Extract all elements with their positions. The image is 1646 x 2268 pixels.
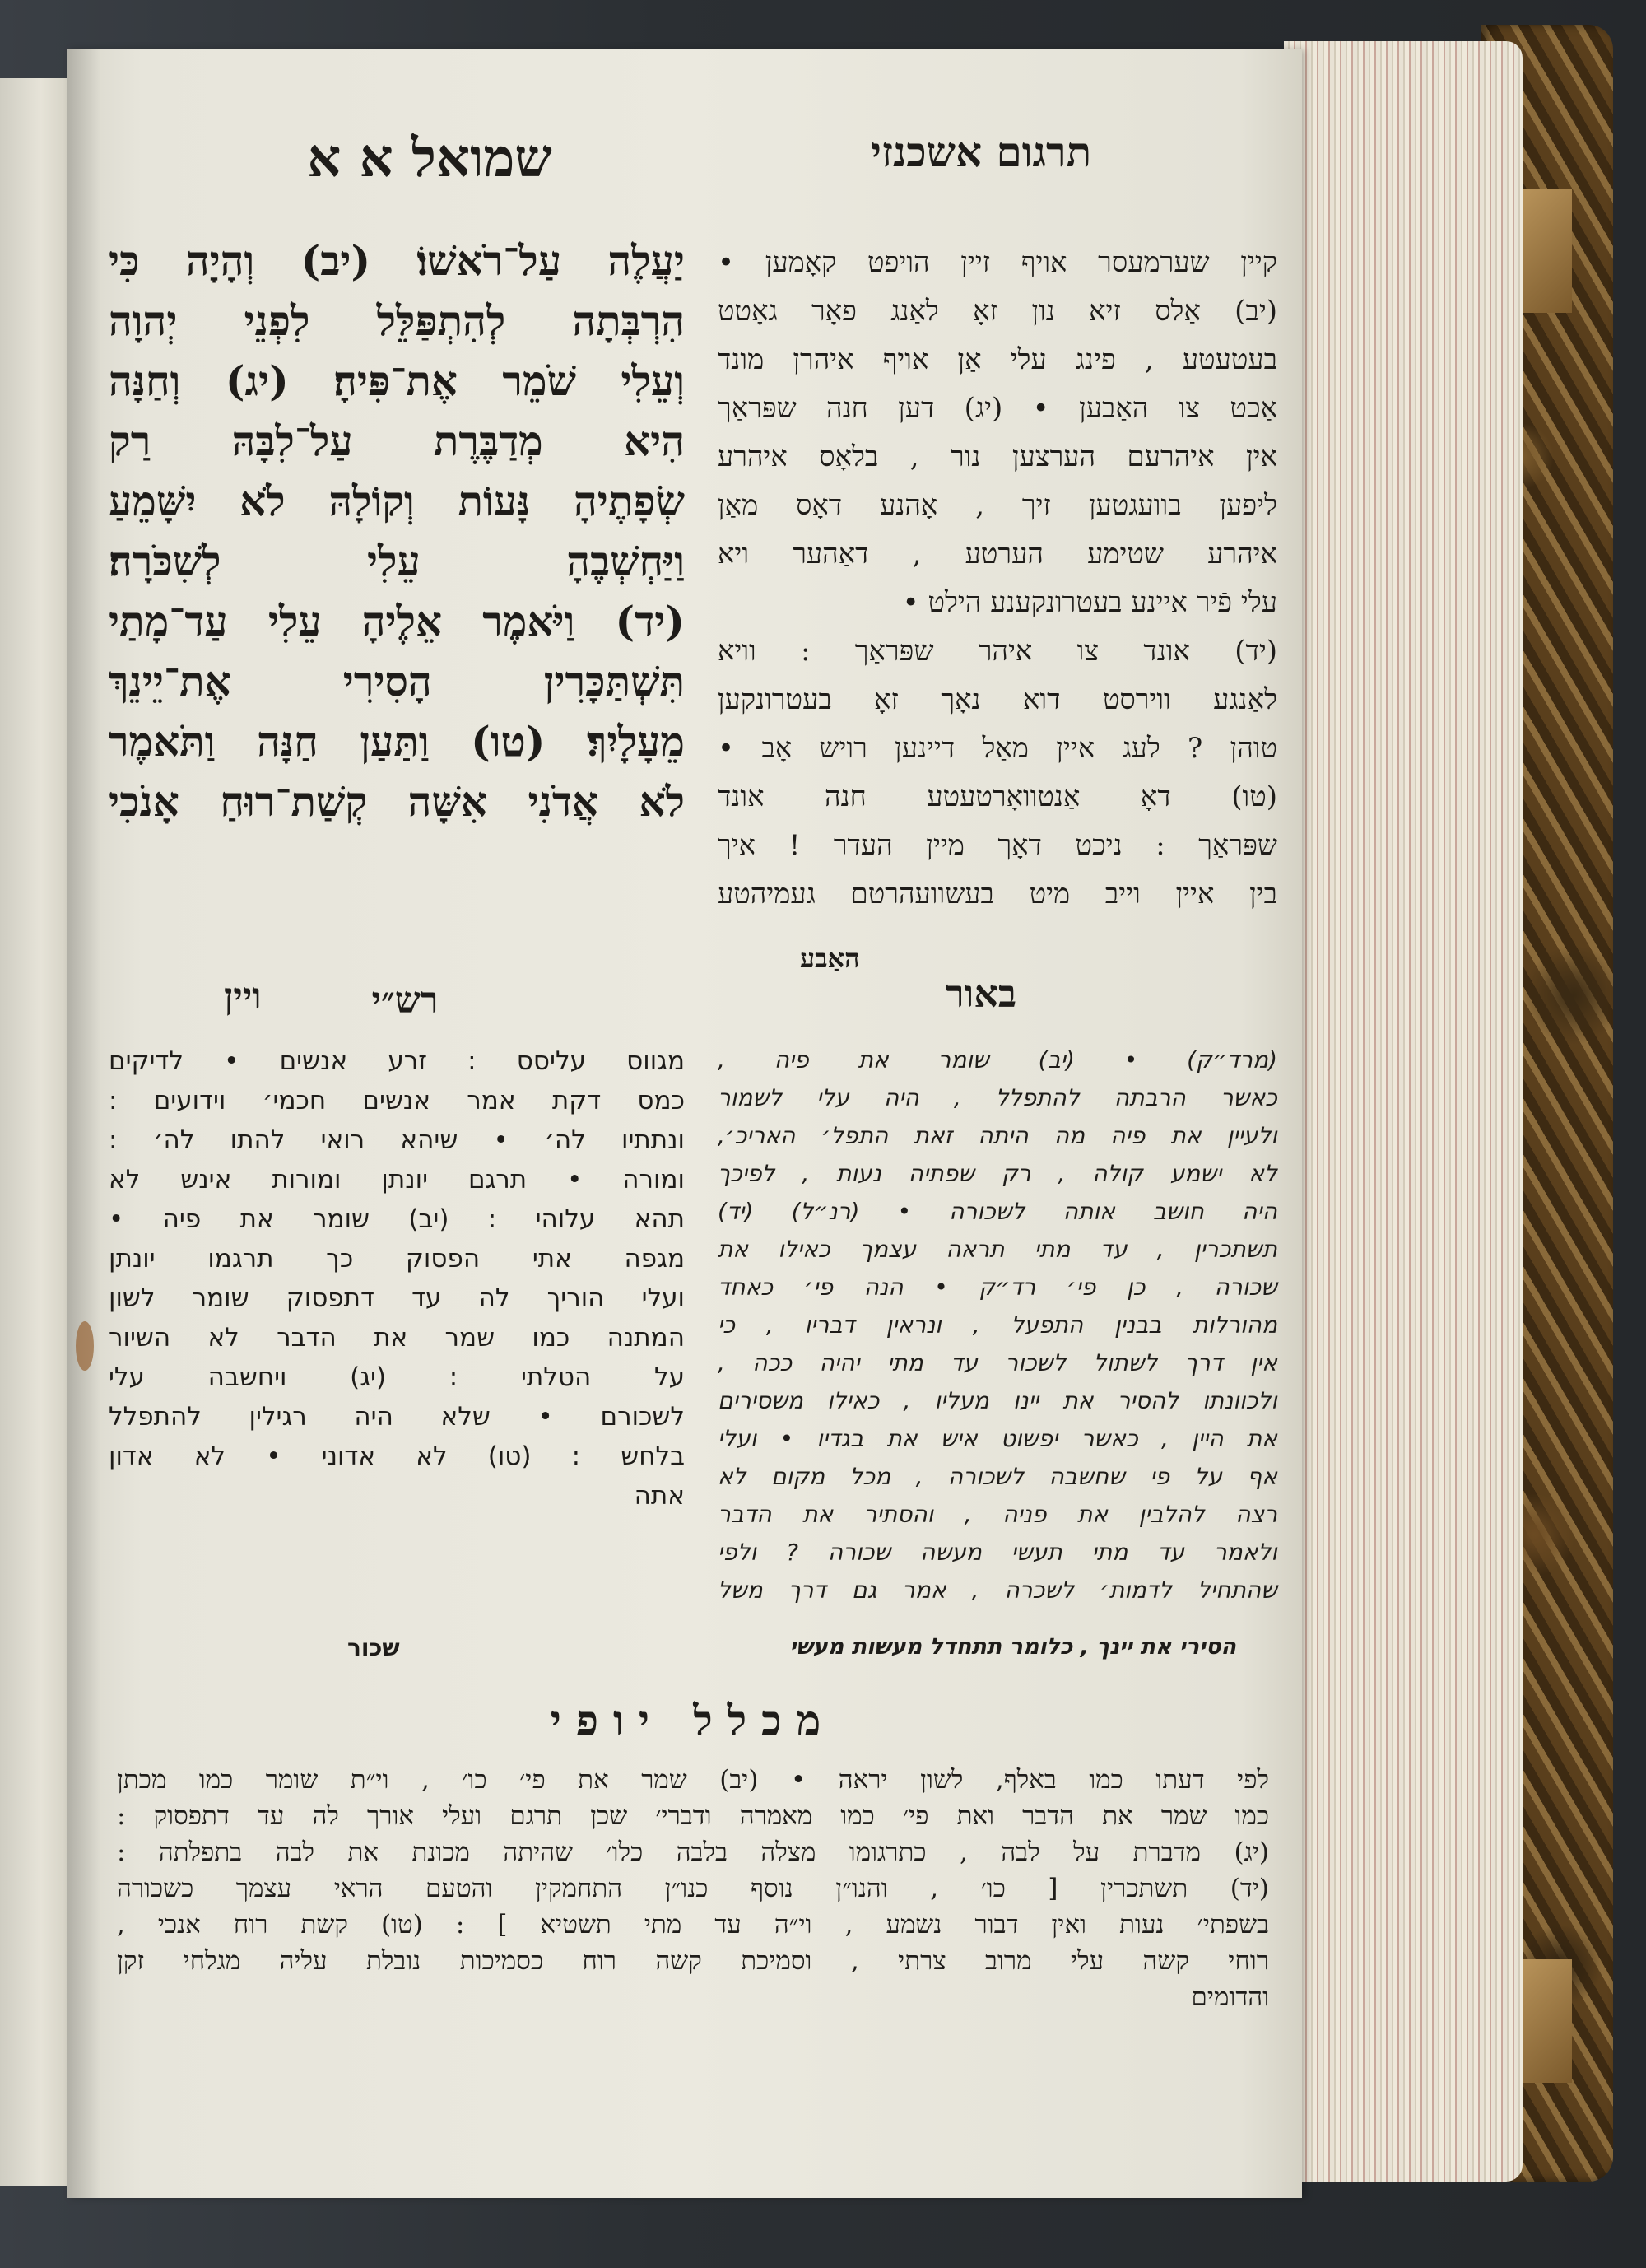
hebrew-line: וַיַּחְשְׁבֶהָ עֵלִי לְשִׁכֹּרָה׃ xyxy=(109,537,685,585)
yiddish-line: ליפען בוועגטען זיך , אָהנע דאָס מאַן xyxy=(718,489,1277,522)
rashi-line: על הטלתי : (יג) ויחשבה עלי xyxy=(109,1362,685,1392)
hebrew-line: (יד) וַיֹּאמֶר אֵלֶיהָ עֵלִי עַד־מָתַי xyxy=(109,597,685,645)
translation-header-title: תרגום אשכנזי xyxy=(870,128,1092,176)
rashi-line: ועלי הוריך לה עד דתפסוק שומר לשון xyxy=(109,1283,685,1313)
yiddish-line: בעטעטע , פינג עלי אַן אויף איהרן מונד xyxy=(718,343,1277,376)
yiddish-catchword: האַבע xyxy=(800,943,860,974)
hebrew-catchword: ויין xyxy=(224,976,262,1018)
cover-corner-bottom xyxy=(1523,1959,1572,2083)
hebrew-line: לֹא אֲדֹנִי אִשָּׁה קְשַׁת־רוּחַ אָנֹכִי xyxy=(109,777,685,826)
michlol-line: רוחי קשה עלי מרוב צרתי , וסמיכת קשה רוח כסמיכות נובלת עליה מגלחי זקן xyxy=(117,1946,1269,1976)
biur-line: לא ישמע קולה , רק שפתיה נעות , לפיכך xyxy=(718,1160,1277,1187)
yiddish-line: לאַנגע ווירסט דוא נאָך זאָ בעטרונקען xyxy=(718,683,1277,716)
biur-line: שהתחיל לדמות׳ לשכרה , אמר גם דרך משל xyxy=(718,1576,1277,1604)
hebrew-line: וְעֵלִי שֹׁמֵר אֶת־פִּיהָ׃ (יג) וְחַנָּה xyxy=(109,356,685,405)
biur-line: ולכוונתו להסיר את יינו מעליו , כאילו משסירים xyxy=(718,1387,1277,1414)
yiddish-line: שפּראַך : ניכט דאָך מיין העדר ! איך xyxy=(718,829,1277,862)
rashi-catchword: אתה xyxy=(634,1481,685,1511)
biur-line: היה חושב אותה לשכורה • (רנ״ל) (יד) xyxy=(718,1198,1277,1225)
yiddish-line: איהרע שטימע הערטע , דאַהער ויא xyxy=(718,538,1277,570)
gutter-shadow xyxy=(67,49,100,2198)
rashi-line: מגווס עליסס : זרע אנשים • לדיקים xyxy=(109,1046,685,1076)
biur-catchword-short: שכור xyxy=(347,1634,400,1661)
michlol-line: לפי דעתו כמו באלף, לשון יראה • (יב) שמר את פי׳ כו׳ , וי״ת שומר כמו מכתן xyxy=(117,1765,1269,1795)
previous-page-edge xyxy=(0,78,70,2186)
rashi-line: תהא עלוהי : (יב) שומר את פיה • xyxy=(109,1204,685,1234)
yiddish-line: (טו) דאָ אַנטוואָרטעטע חנה אונד xyxy=(718,780,1277,813)
rashi-title: רש״י xyxy=(371,980,439,1022)
yiddish-line: עלי פֿיר איינע בעטרונקענע הילט • xyxy=(902,586,1277,619)
hebrew-line: תִּשְׁתַּכָּרִין הָסִירִי אֶת־יֵינֵךְ xyxy=(109,657,685,706)
biur-title: באור xyxy=(945,971,1017,1016)
michlol-line: בשפתי׳ נעות ואין דבור נשמע , וי״ה עד מתי תשטיא ] : (טו) קשת רוח אנכי , xyxy=(117,1910,1269,1940)
yiddish-translation-column xyxy=(718,239,1277,919)
biur-line: רצה להלבין את פניה , והסתיר את הדבר xyxy=(718,1501,1277,1528)
page-block-edges xyxy=(1284,41,1523,2182)
book-header-title: שמואל א א xyxy=(307,128,552,189)
biur-line: (מרד״ק) • (יב) שומר את פיה , xyxy=(718,1046,1277,1073)
rashi-line: מגפה אתי הפסוק כך תרגמו יונתן xyxy=(109,1244,685,1274)
biur-line: את היין , כאשר יפשוט איש את בגדיו • ועלי xyxy=(718,1425,1277,1452)
yiddish-line: בין איין וייב מיט בעשוועהרטם געמיהטע xyxy=(718,878,1277,910)
yiddish-line: (יב) אַלס זיא נון זאָ לאַנג פאָר גאָטט xyxy=(718,295,1277,328)
michlol-catchword: והדומים xyxy=(1191,1982,1269,2012)
hebrew-line: הִרְבְּתָה לְהִתְפַּלֵּל לִפְנֵי יְהוָה xyxy=(109,296,685,345)
biur-line: כאשר הרבתה להתפלל , היה עלי לשמור xyxy=(718,1084,1277,1111)
biur-line: שכורה , כן פי׳ רד״ק • הנה פי׳ כאחד xyxy=(718,1274,1277,1301)
hebrew-line: מֵעָלָיִךְ׃ (טו) וַתַּעַן חַנָּה וַתֹּאמֶר xyxy=(109,717,685,766)
yiddish-line: אין איהרעם הערצען נור , בלאָס איהרע xyxy=(718,440,1277,473)
biur-line: מהורלות בבנין התפעל , ונראין דבריו , כי xyxy=(718,1311,1277,1339)
hebrew-line: הִיא מְדַבֶּרֶת עַל־לִבָּהּ רַק xyxy=(109,417,685,465)
rashi-line: המתנה כמו שמר את הדבר לא השיור xyxy=(109,1323,685,1353)
yiddish-line: קיין שערמעסר אויף זיין הויפט קאָמען • xyxy=(718,246,1277,279)
rashi-commentary-column xyxy=(109,1041,685,1516)
rashi-line: בלחש : (טו) לא אדוני • לא אדון xyxy=(109,1441,685,1471)
biur-line: אין דרך לשתול לשכור עד מתי יהיה ככה , xyxy=(718,1349,1277,1376)
biur-line: אף על פי שחשבה לשכורה , מכל מקום לא xyxy=(718,1463,1277,1490)
biur-commentary-column xyxy=(718,1041,1277,1609)
hebrew-text-column xyxy=(109,231,685,831)
yiddish-line: אַכט צו האַבען • (יג) דען חנה שפּראַך xyxy=(718,392,1277,425)
rashi-line: כמס דקת אמר אנשים חכמי׳ וידועים : xyxy=(109,1086,685,1115)
rashi-line: ומורה • תרגם יונתן ומורות אינש לא xyxy=(109,1165,685,1195)
biur-catchword: הסירי את יינך , כלומר תתחדל מעשות מעשי xyxy=(789,1634,1236,1660)
rashi-line: לשכורם • שלא היה רגילין להתפלל xyxy=(109,1402,685,1432)
rashi-line: ונתתיו לה׳ • שיהא רואי להתו לה׳ : xyxy=(109,1125,685,1155)
biur-line: ולאמר עד מתי תעשי מעשה שכורה ? ולפי xyxy=(718,1539,1277,1566)
biur-line: תשתכרין , עד מתי תראה עצמך כאילו את xyxy=(718,1236,1277,1263)
hebrew-line: יַעֲלֶה עַל־רֹאשׁוֹ׃ (יב) וְהָיָה כִּי xyxy=(109,236,685,285)
page-stain xyxy=(76,1321,94,1371)
hebrew-line: שְׂפָתֶיהָ נָּעוֹת וְקוֹלָהּ לֹא יִשָּׁמֵעַ xyxy=(109,477,685,525)
michlol-line: (יד) תשתכרין [ כו׳ , והנו״ן נוסף כנו״ן התחמקין והטעם הראי עצמך כשכורה xyxy=(117,1874,1269,1903)
yiddish-line: טוהן ? לעג איין מאַל דיינען רויש אָב • xyxy=(718,732,1277,765)
michlol-yofi-title: מכלל יופי xyxy=(550,1696,836,1744)
michlol-line: כמו שמר את הדבר ואת פי׳ כמו מאמרה ודברי׳ שכן תרגם ועלי אורך לה עד דתפסוק : xyxy=(117,1801,1269,1831)
cover-corner-top xyxy=(1523,189,1572,313)
yiddish-line: (יד) אונד צו איהר שפּראַך : וויא xyxy=(718,635,1277,668)
biur-line: ולעיין את פיה מה היתה זאת התפל׳ האריכ׳, xyxy=(718,1122,1277,1149)
michlol-yofi-commentary xyxy=(117,1762,1269,2015)
michlol-line: (יג) מדברת על לבה , כתרגומו מצלה בלבה כלו׳ שהיתה מכונת את לבה בתפלתה : xyxy=(117,1837,1269,1867)
book-page xyxy=(67,49,1302,2198)
